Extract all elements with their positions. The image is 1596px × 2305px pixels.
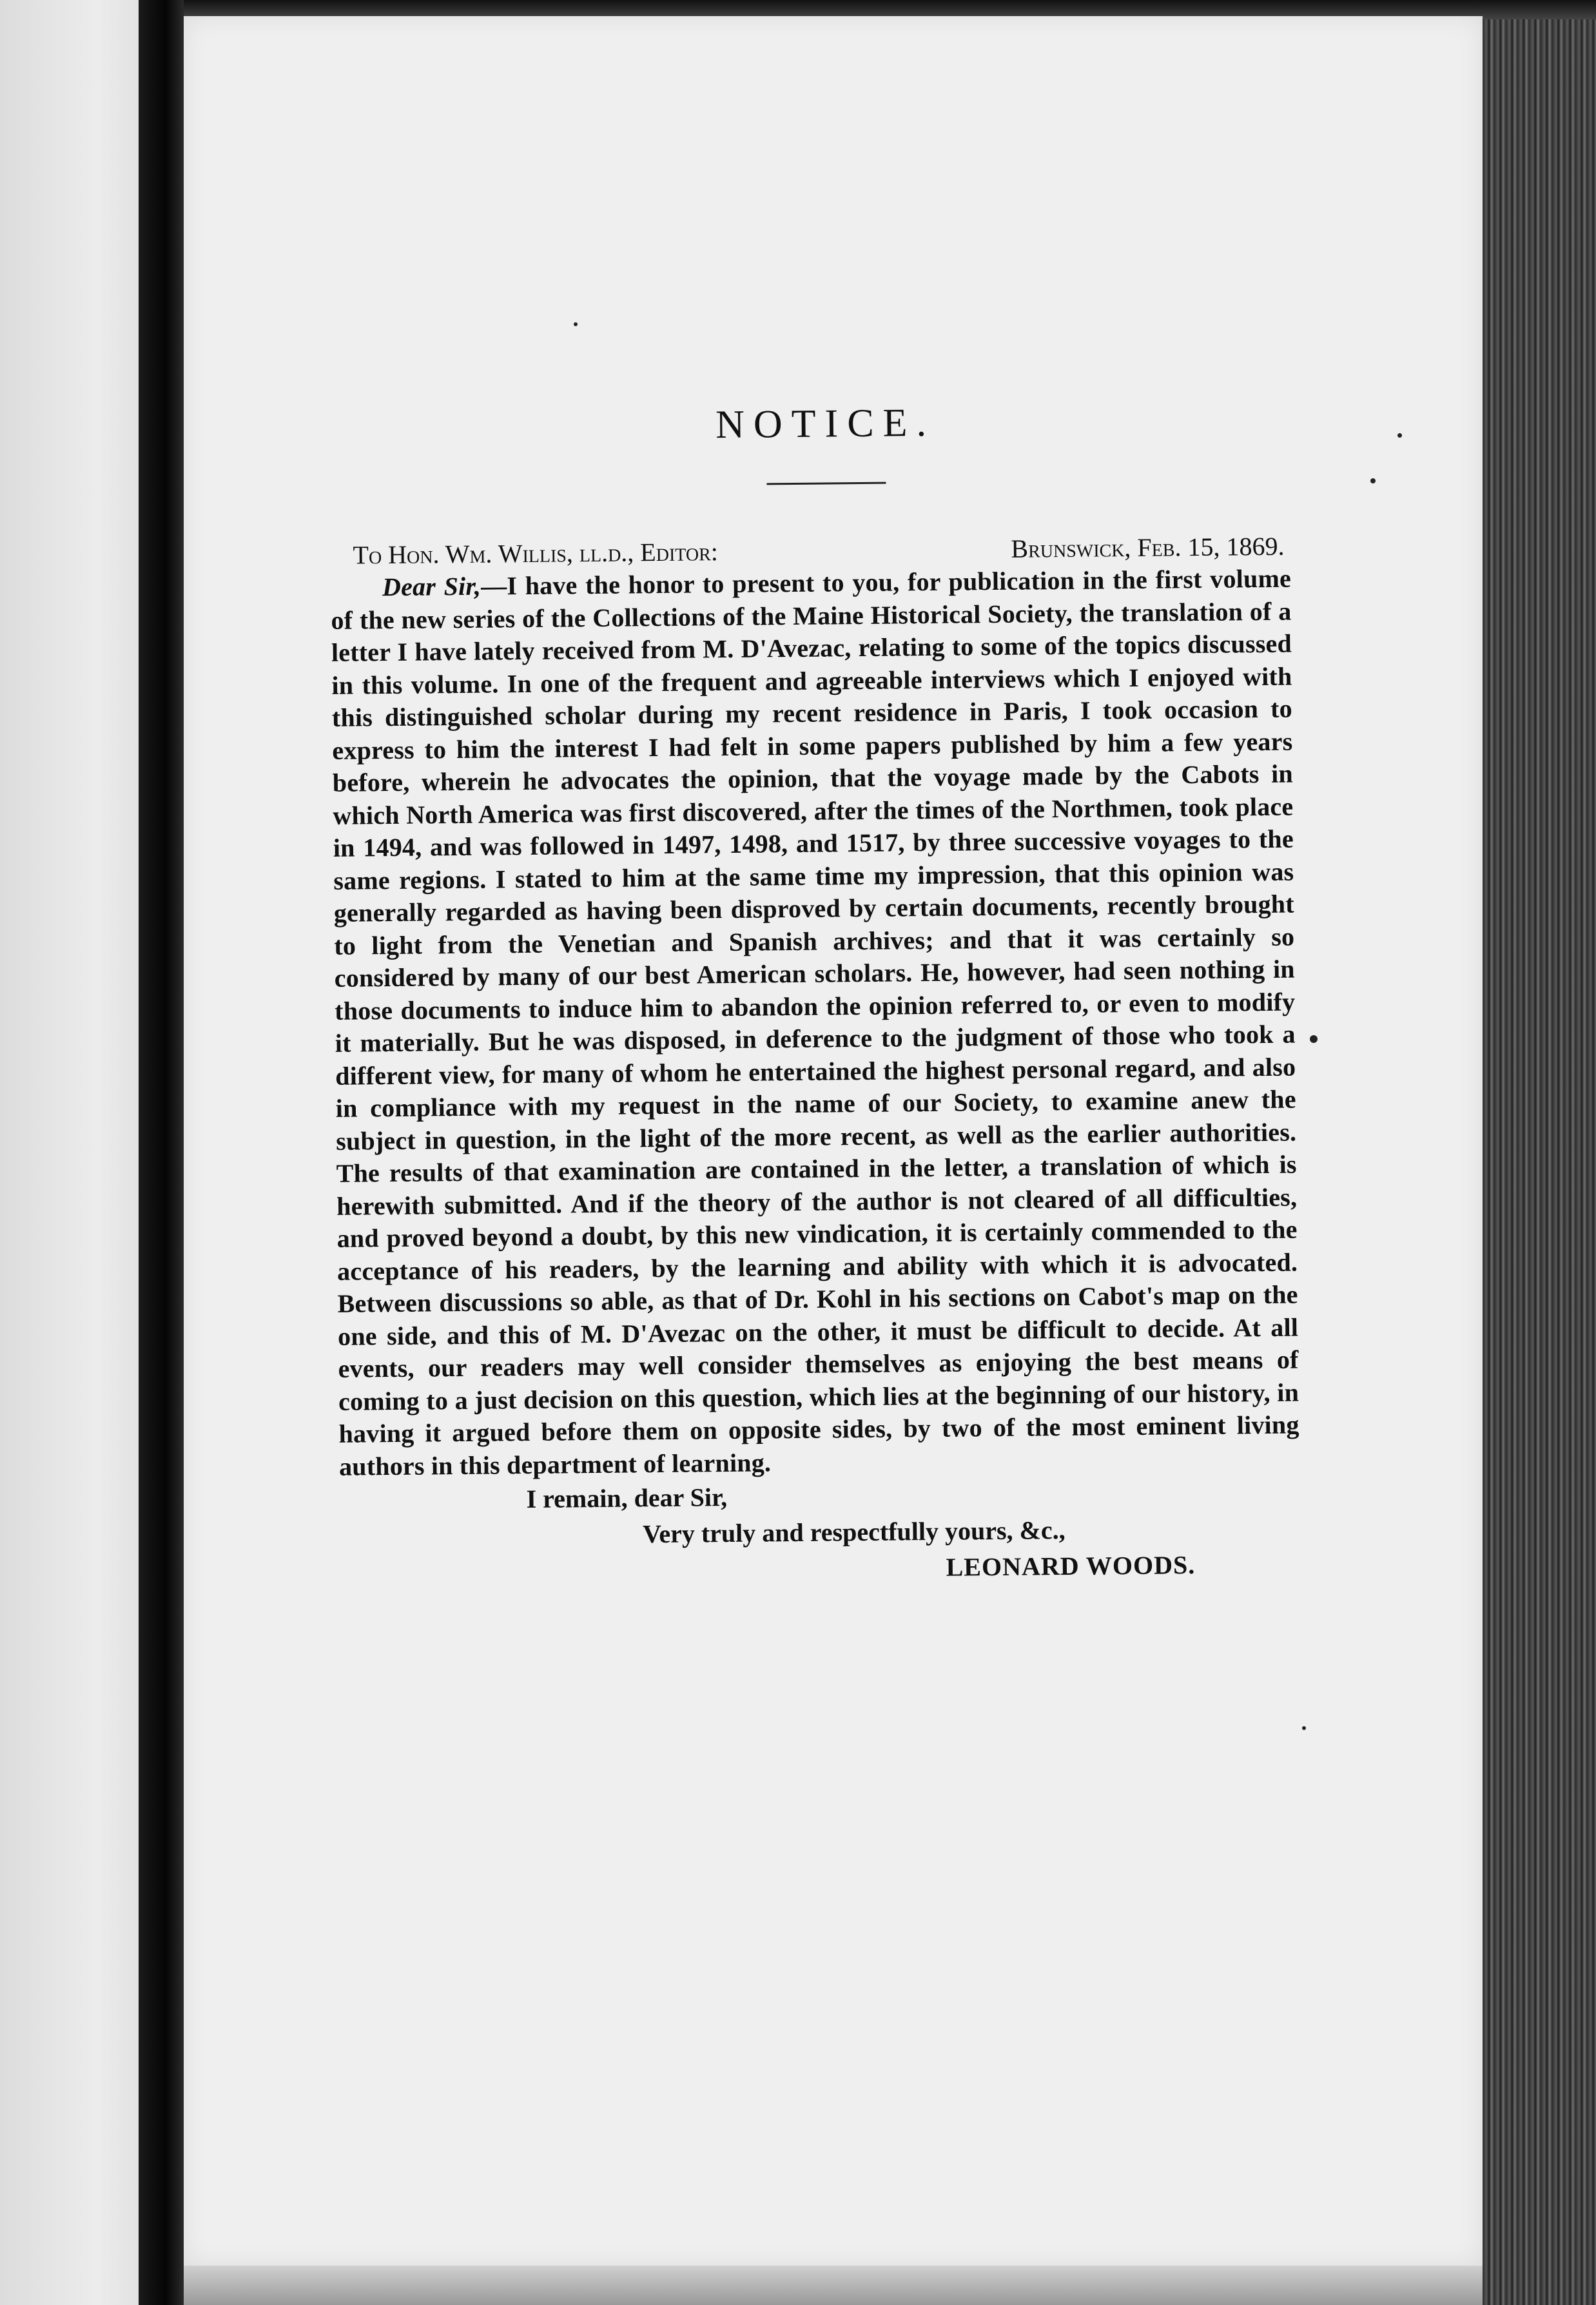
letter-body-text: —I have the honor to present to you, for publication in the first volume of the new series of the Collections of the Maine Historical Society, the translation of a letter I have lately received from M. D'Avezac, relating to some of the topics discussed in this volume. In one of the frequent and agreeable interviews which I enjoyed with this distinguished scholar during my recent residence in Paris, I took occasion to express to him the interest I had felt in some papers published by him a few years before, wherein he advocates the opinion, that the voyage made by the Cabots in which North America was first discovered, after the times of the Northmen, took place in 1494, and was followed in 1497, 1498, and 1517, by three successive voyages to the same regions. I stated to him at the same time my impression, that this opinion was generally regarded as having been disproved by certain documents, recently brought to light from the Venetian and Spanish archives; and that it was certainly so considered by many of our best American scholars. He, however, had seen nothing in those documents to induce him to abandon the opinion referred to, or even to modify it materially. But he was disposed, in deference to the judgment of those who took a different view, for many of whom he entertained the highest personal regard, and also in compliance with my request in the name of our Society, to examine anew the subject in question, in the light of the more recent, as well as the earlier authorities. The results of that examination are contained in the letter, a translation of which is herewith submitted. And if the theory of the author is not cleared of all difficulties, and proved beyond a doubt, by this new vindication, it is certainly commended to the acceptance of his readers, by the learning and ability with which it is advocated. Between discussions so able, as that of Dr. Kohl in his sections on Cabot's map on the one side, and this of M. D'Avezac on the other, it must be difficult to decide. At all events, our readers may well consider themselves as enjoying the best means of coming to a just decision on this question, which lies at the beginning of our history, in having it argued before them on opposite sides, by two of the most eminent living authors in this department of learning. (331, 563, 1299, 1481)
place-date: Brunswick, Feb. 15, 1869. (1011, 531, 1285, 563)
addressee: To Hon. Wm. Willis, ll.d., Editor: (353, 537, 719, 570)
speck (1302, 1726, 1306, 1730)
closing-remain: I remain, dear Sir, (526, 1483, 728, 1514)
notice-text (322, 378, 1301, 1591)
speck (1370, 478, 1376, 483)
closing-yours: Very truly and respectfully yours, &c., (642, 1515, 1066, 1549)
page-stack-edge (1483, 19, 1596, 2305)
speck (574, 322, 578, 326)
speck (1310, 1035, 1318, 1043)
salutation: Dear Sir, (382, 571, 482, 602)
book-gutter (139, 0, 184, 2305)
speck (1397, 433, 1402, 438)
bottom-shadow (184, 2266, 1483, 2305)
letter-closing (333, 1474, 1301, 1591)
title-rule (766, 482, 886, 485)
signature: LEONARD WOODS. (946, 1550, 1196, 1582)
letter-body (324, 563, 1300, 1483)
page-title: NOTICE. (715, 400, 936, 447)
left-page-edge (0, 0, 139, 2305)
